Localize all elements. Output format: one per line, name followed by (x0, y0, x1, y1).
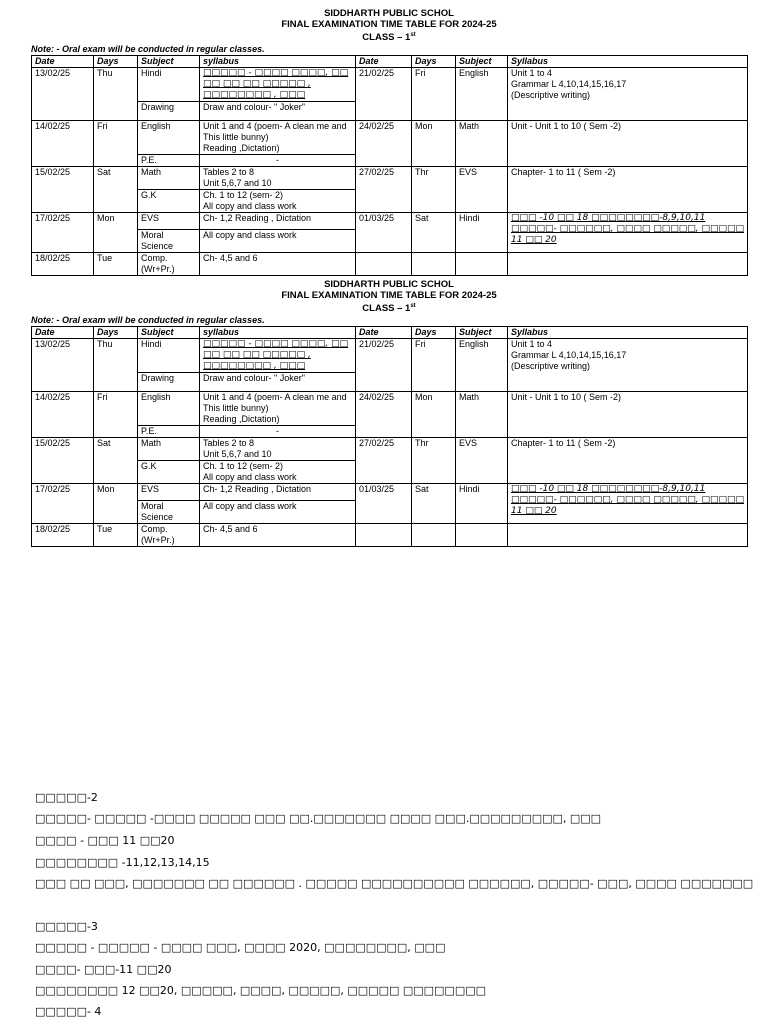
date-cell: 14/02/25 (32, 121, 94, 167)
date-cell: 27/02/25 (356, 438, 412, 484)
footer-line: □□□□□ - □□□□□ - □□□□ □□□, □□□□ 2020, □□□□□□□□, □□□ (35, 941, 446, 954)
date-cell: 17/02/25 (32, 213, 94, 253)
column-header: Subject (138, 327, 200, 339)
syllabus-cell: - (200, 426, 356, 438)
syllabus-cell: □□□ -10 □□ 18 □□□□□□□□-8,9,10,11 □□□□□- □□□□□□, □□□□ □□□□□, □□□□□ 11 □□ 20 (508, 484, 748, 524)
footer-line: □□□□- □□□-11 □□20 (35, 963, 172, 976)
subject-cell: Hindi (138, 339, 200, 373)
column-header: Syllabus (508, 56, 748, 68)
day-cell: Sat (412, 484, 456, 524)
day-cell: Mon (412, 392, 456, 438)
date-cell: 13/02/25 (32, 68, 94, 121)
footer-line: □□□□□- □□□□□ -□□□□ □□□□□ □□□ □□.□□□□□□□ □□□□ □□□.□□□□□□□□□, □□□ (35, 812, 602, 825)
footer-line: □□□□□-3 (35, 920, 98, 933)
day-cell: Sat (94, 438, 138, 484)
footer-line: □□□□□□□□ -11,12,13,14,15 (35, 856, 210, 869)
date-cell: 21/02/25 (356, 68, 412, 121)
footer-line: □□□□ - □□□ 11 □□20 (35, 834, 175, 847)
oral-exam-note: Note: - Oral exam will be conducted in regular classes. (31, 44, 265, 55)
syllabus-cell: Chapter- 1 to 11 ( Sem -2) (508, 167, 748, 213)
day-cell: Fri (94, 392, 138, 438)
subject-cell: Math (456, 121, 508, 167)
day-cell: Thu (94, 339, 138, 392)
syllabus-cell: Unit - Unit 1 to 10 ( Sem -2) (508, 392, 748, 438)
subject-cell: Drawing (138, 102, 200, 121)
syllabus-cell: Ch- 4,5 and 6 (200, 253, 356, 276)
date-cell: 18/02/25 (32, 524, 94, 547)
syllabus-cell: Ch- 1,2 Reading , Dictation (200, 484, 356, 501)
day-cell: Sat (94, 167, 138, 213)
date-cell: 15/02/25 (32, 438, 94, 484)
column-header: syllabus (200, 327, 356, 339)
table-row (32, 392, 748, 426)
syllabus-cell: All copy and class work (200, 501, 356, 524)
subject-cell (456, 253, 508, 276)
subject-cell: Hindi (456, 213, 508, 253)
subject-cell: EVS (138, 484, 200, 501)
class-suffix: st (410, 32, 416, 38)
column-header: Date (356, 327, 412, 339)
exam-title: FINAL EXAMINATION TIME TABLE FOR 2024-25 (281, 290, 497, 301)
date-cell: 24/02/25 (356, 392, 412, 438)
subject-cell: English (456, 339, 508, 392)
subject-cell: Drawing (138, 373, 200, 392)
subject-cell: English (138, 121, 200, 155)
footer-line: □□□□□-2 (35, 791, 98, 804)
table-row (32, 253, 748, 276)
school-name: SIDDHARTH PUBLIC SCHOL (324, 8, 454, 19)
table-row (32, 167, 748, 190)
subject-cell: Moral Science (138, 501, 200, 524)
syllabus-cell: Tables 2 to 8 Unit 5,6,7 and 10 (200, 167, 356, 190)
footer-line: □□□ □□ □□□, □□□□□□□ □□ □□□□□□ . □□□□□ □□□□□□□□□□ □□□□□□, □□□□□- □□□, □□□□ □□□□□□□ (35, 877, 754, 890)
class-suffix: st (410, 303, 416, 309)
day-cell: Mon (94, 484, 138, 524)
table-row (32, 438, 748, 461)
subject-cell: English (138, 392, 200, 426)
day-cell: Thr (412, 167, 456, 213)
date-cell: 21/02/25 (356, 339, 412, 392)
syllabus-cell: Draw and colour- " Joker" (200, 102, 356, 121)
date-cell: 01/03/25 (356, 213, 412, 253)
footer-line: □□□□□- 4 (35, 1005, 102, 1018)
subject-cell: Comp. (Wr+Pr.) (138, 253, 200, 276)
day-cell: Fri (94, 121, 138, 167)
date-cell: 18/02/25 (32, 253, 94, 276)
table-row (32, 339, 748, 373)
syllabus-cell (508, 524, 748, 547)
column-header: Days (94, 327, 138, 339)
date-cell: 13/02/25 (32, 339, 94, 392)
subject-cell: G.K (138, 190, 200, 213)
syllabus-cell: Ch- 4,5 and 6 (200, 524, 356, 547)
syllabus-cell: Unit 1 to 4 Grammar L 4,10,14,15,16,17 (Descriptive writing) (508, 339, 748, 392)
table-row (32, 121, 748, 155)
subject-cell: Math (138, 167, 200, 190)
subject-cell: Hindi (456, 484, 508, 524)
table-row (32, 524, 748, 547)
header-row (32, 56, 748, 68)
syllabus-cell: Unit 1 and 4 (poem- A clean me and This little bunny) Reading ,Dictation) (200, 121, 356, 155)
class-text: CLASS – 1 (362, 32, 411, 44)
date-cell (356, 253, 412, 276)
syllabus-cell: □□□□□ - □□□□ □□□□, □□ □□ □□ □□ □□□□□ , □□□□□□□□ , □□□ (200, 68, 356, 102)
day-cell (412, 253, 456, 276)
day-cell: Thr (412, 438, 456, 484)
day-cell: Tue (94, 253, 138, 276)
syllabus-cell: Ch. 1 to 12 (sem- 2) All copy and class work (200, 461, 356, 484)
footer-line: □□□□□□□□ 12 □□20, □□□□□, □□□□, □□□□□, □□□□□ □□□□□□□□ (35, 984, 486, 997)
syllabus-cell: Unit - Unit 1 to 10 ( Sem -2) (508, 121, 748, 167)
subject-cell: EVS (456, 438, 508, 484)
syllabus-cell: All copy and class work (200, 230, 356, 253)
date-cell: 17/02/25 (32, 484, 94, 524)
day-cell: Sat (412, 213, 456, 253)
syllabus-cell: □□□ -10 □□ 18 □□□□□□□□-8,9,10,11 □□□□□- □□□□□□, □□□□ □□□□□, □□□□□ 11 □□ 20 (508, 213, 748, 253)
subject-cell: EVS (138, 213, 200, 230)
column-header: syllabus (200, 56, 356, 68)
school-name: SIDDHARTH PUBLIC SCHOL (324, 279, 454, 290)
column-header: Date (32, 56, 94, 68)
syllabus-cell: Chapter- 1 to 11 ( Sem -2) (508, 438, 748, 484)
date-cell: 27/02/25 (356, 167, 412, 213)
syllabus-cell: Unit 1 and 4 (poem- A clean me and This little bunny) Reading ,Dictation) (200, 392, 356, 426)
column-header: Subject (138, 56, 200, 68)
column-header: Days (94, 56, 138, 68)
day-cell: Mon (412, 121, 456, 167)
subject-cell: Math (138, 438, 200, 461)
table-row (32, 68, 748, 102)
date-cell: 15/02/25 (32, 167, 94, 213)
day-cell (412, 524, 456, 547)
subject-cell: EVS (456, 167, 508, 213)
class-label (31, 30, 747, 43)
timetable-block-1 (31, 8, 747, 276)
syllabus-cell: Ch. 1 to 12 (sem- 2) All copy and class work (200, 190, 356, 213)
date-cell: 14/02/25 (32, 392, 94, 438)
day-cell: Mon (94, 213, 138, 253)
exam-title: FINAL EXAMINATION TIME TABLE FOR 2024-25 (281, 19, 497, 30)
oral-exam-note: Note: - Oral exam will be conducted in regular classes. (31, 315, 265, 326)
day-cell: Fri (412, 339, 456, 392)
column-header: Subject (456, 56, 508, 68)
syllabus-cell (508, 253, 748, 276)
day-cell: Thu (94, 68, 138, 121)
column-header: Date (32, 327, 94, 339)
timetable (31, 55, 748, 276)
syllabus-cell: - (200, 155, 356, 167)
class-text: CLASS – 1 (362, 303, 411, 315)
subject-cell: English (456, 68, 508, 121)
class-label (31, 301, 747, 314)
subject-cell: Comp. (Wr+Pr.) (138, 524, 200, 547)
column-header: Days (412, 56, 456, 68)
subject-cell: Hindi (138, 68, 200, 102)
date-cell: 24/02/25 (356, 121, 412, 167)
subject-cell (456, 524, 508, 547)
date-cell (356, 524, 412, 547)
syllabus-cell: Unit 1 to 4 Grammar L 4,10,14,15,16,17 (Descriptive writing) (508, 68, 748, 121)
subject-cell: G.K (138, 461, 200, 484)
subject-cell: P.E. (138, 155, 200, 167)
day-cell: Tue (94, 524, 138, 547)
syllabus-cell: □□□□□ - □□□□ □□□□, □□ □□ □□ □□ □□□□□ , □□□□□□□□ , □□□ (200, 339, 356, 373)
subject-cell: P.E. (138, 426, 200, 438)
column-header: Syllabus (508, 327, 748, 339)
timetable-block-2 (31, 279, 747, 547)
timetable (31, 326, 748, 547)
header-row (32, 327, 748, 339)
column-header: Subject (456, 327, 508, 339)
syllabus-cell: Tables 2 to 8 Unit 5,6,7 and 10 (200, 438, 356, 461)
column-header: Date (356, 56, 412, 68)
day-cell: Fri (412, 68, 456, 121)
table-row (32, 484, 748, 501)
syllabus-cell: Draw and colour- " Joker" (200, 373, 356, 392)
subject-cell: Moral Science (138, 230, 200, 253)
subject-cell: Math (456, 392, 508, 438)
column-header: Days (412, 327, 456, 339)
table-row (32, 213, 748, 230)
syllabus-cell: Ch- 1,2 Reading , Dictation (200, 213, 356, 230)
date-cell: 01/03/25 (356, 484, 412, 524)
